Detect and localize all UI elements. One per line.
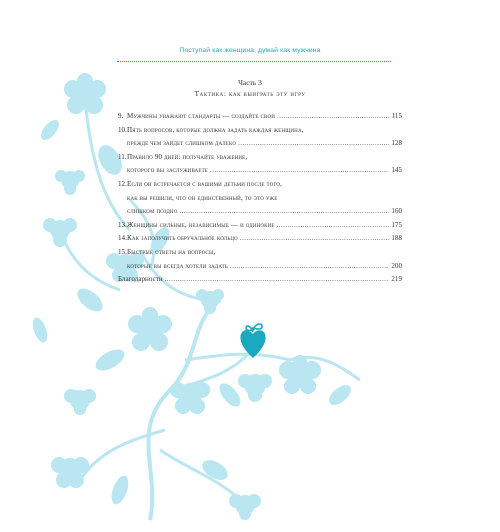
toc-number: 13.: [118, 220, 127, 229]
toc-title: Пять вопросов, которые должна задать каждая женщина,: [127, 125, 304, 134]
toc-page: 219: [391, 275, 402, 284]
toc-entry-12[interactable]: [118, 178, 402, 219]
toc-entry-10[interactable]: [118, 124, 402, 151]
toc-title-continued: слишком поздно: [127, 207, 178, 216]
toc-title-continued: прежде чем зайдет слишком далеко: [127, 139, 237, 148]
dot-leader: [277, 110, 390, 124]
toc-title: Если он встречается с вашими детьми после того,: [127, 179, 283, 188]
toc-number: 9.: [118, 112, 124, 120]
toc-number: 14.: [118, 234, 127, 243]
toc-entry-acknowledgements[interactable]: [118, 273, 402, 287]
toc-entry-14[interactable]: [118, 232, 402, 246]
toc-number: 12.: [118, 179, 127, 188]
part-label: Часть 3: [238, 78, 262, 87]
dot-leader: [179, 205, 389, 219]
toc-title-continued: которого вы заслуживаете: [127, 166, 208, 175]
toc-page: 115: [391, 112, 402, 120]
part-title: Тактика: как выиграть эту игру: [194, 89, 306, 98]
toc-page: 128: [391, 139, 402, 148]
toc-page: 188: [391, 234, 402, 243]
dot-leader: [240, 232, 390, 246]
heart-ribbon-icon: [238, 320, 268, 360]
toc-title: Женщины сильные, независимые — и одинокие: [127, 220, 275, 229]
toc-entry-13[interactable]: [118, 219, 402, 233]
toc-title: Правило 90 дней: получайте уважение,: [127, 152, 248, 161]
toc-entry-9[interactable]: [118, 110, 402, 124]
toc-number: 11.: [118, 152, 127, 161]
toc-page: 160: [391, 207, 402, 216]
running-header: Поступай как женщина, думай как мужчина: [179, 47, 321, 54]
dot-leader: [277, 219, 390, 233]
table-of-contents: [118, 110, 402, 287]
toc-entry-15[interactable]: [118, 246, 402, 273]
toc-title: Быстрые ответы на вопросы,: [127, 247, 216, 256]
toc-page: 175: [391, 220, 402, 229]
dot-leader: [210, 164, 389, 178]
toc-title-continued: как вы решили, что он единственный, то это уже: [127, 193, 278, 202]
dot-leader: [165, 273, 390, 287]
toc-title: Благодарности: [118, 275, 163, 284]
toc-title: Как заполучить обручальное кольцо: [127, 234, 238, 243]
header-divider: [117, 61, 391, 62]
toc-number: 15.: [118, 247, 127, 256]
toc-page: 145: [391, 166, 402, 175]
toc-page: 200: [391, 261, 402, 270]
dot-leader: [238, 137, 389, 151]
dot-leader: [230, 260, 389, 274]
toc-entry-11[interactable]: [118, 151, 402, 178]
toc-title: Мужчины уважают стандарты — создайте свои: [127, 112, 276, 120]
toc-title-continued: которые вы всегда хотели задать: [127, 261, 228, 270]
toc-number: 10.: [118, 125, 127, 134]
